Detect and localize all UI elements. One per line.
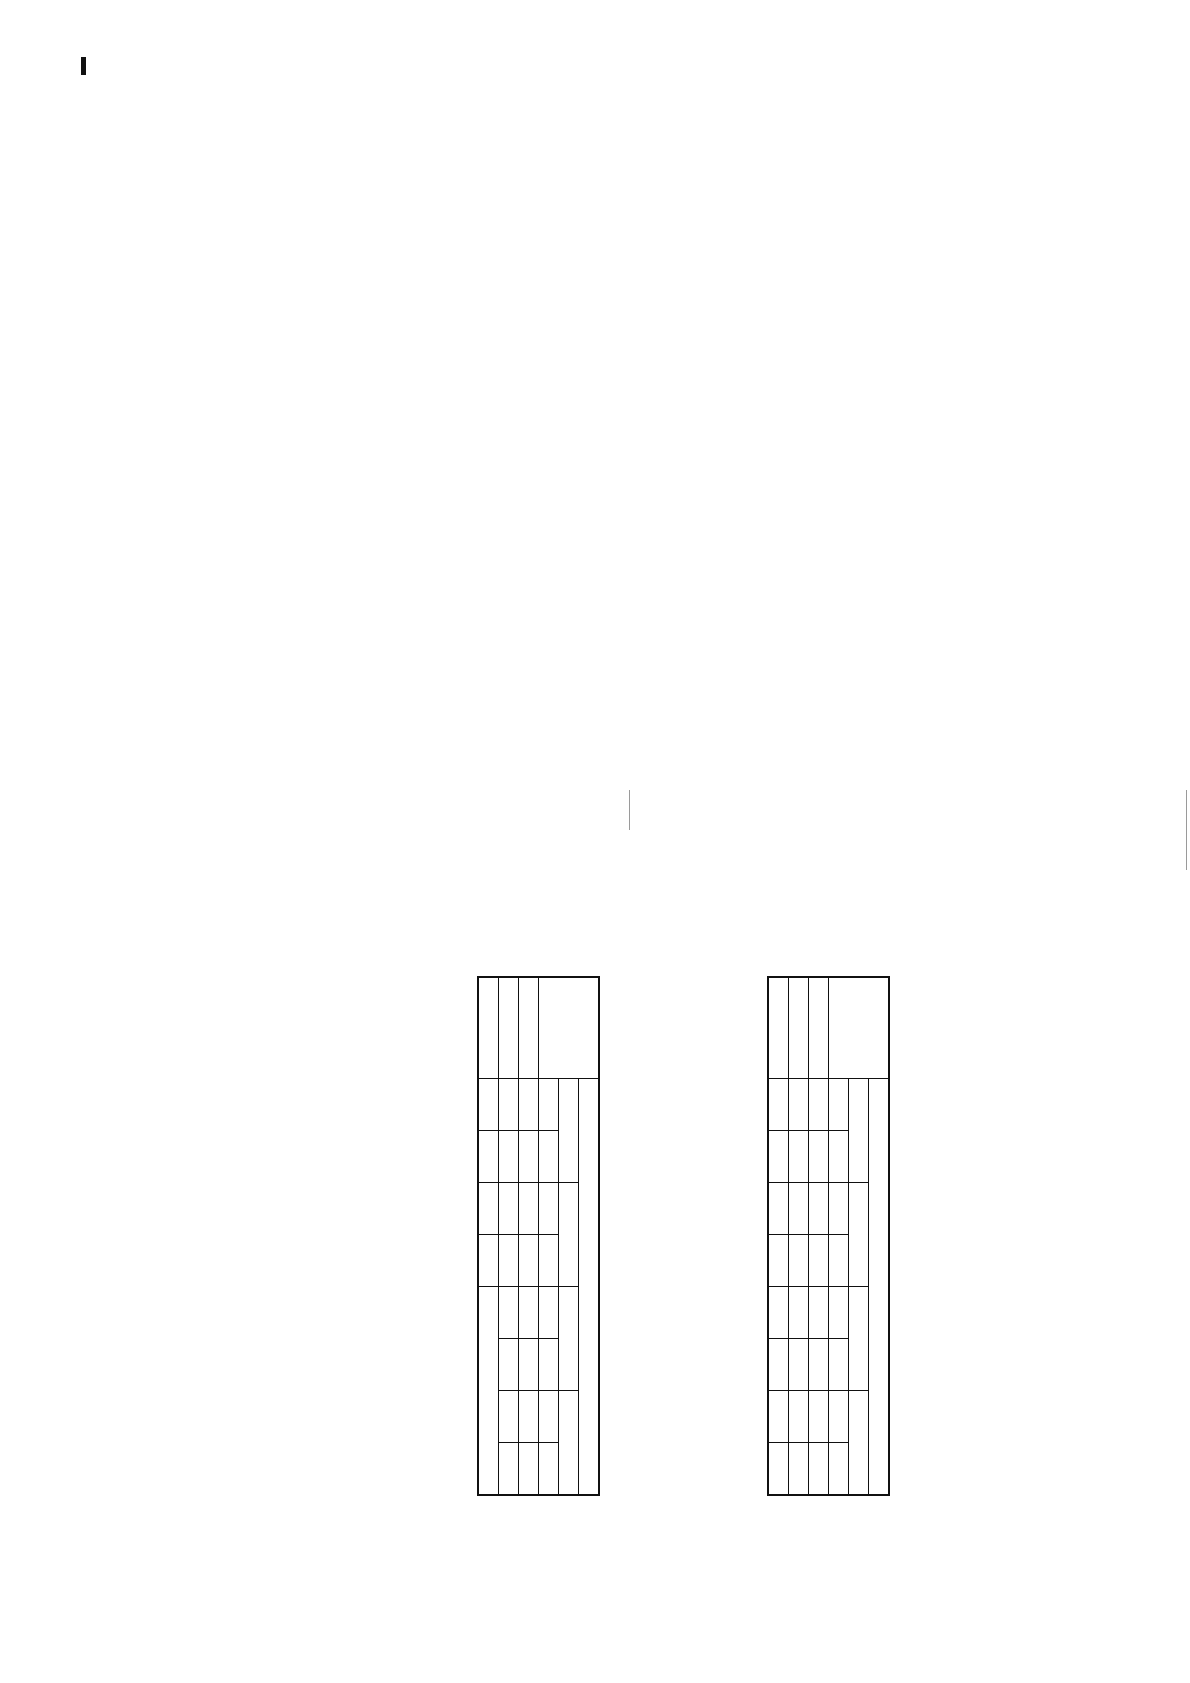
table-cell — [809, 1443, 829, 1496]
table-cell — [519, 1235, 539, 1287]
table-cell — [789, 1443, 809, 1496]
column-label — [829, 1079, 849, 1131]
table-cell — [499, 1235, 519, 1287]
table-cell — [478, 1079, 499, 1131]
table-row — [809, 977, 829, 1495]
table-cell — [519, 1287, 539, 1339]
column-label — [829, 1131, 849, 1183]
flap-setting-header — [829, 977, 890, 1079]
column-label — [539, 1287, 559, 1339]
table-cell — [768, 1391, 789, 1443]
column-label — [539, 1443, 559, 1496]
flap-value — [809, 977, 829, 1079]
bank-header — [579, 1079, 600, 1496]
table-cell — [809, 1391, 829, 1443]
table-cell — [768, 1235, 789, 1287]
column-label — [539, 1183, 559, 1235]
table-cell — [768, 1443, 789, 1496]
column-label — [829, 1235, 849, 1287]
table-cell — [519, 1443, 539, 1496]
bank-angle — [559, 1391, 579, 1496]
flap-value — [789, 977, 809, 1079]
table-cell — [499, 1391, 519, 1443]
bank-angle — [559, 1287, 579, 1391]
flap-value — [499, 977, 519, 1079]
table-cell — [499, 1079, 519, 1131]
table-cell — [478, 1183, 499, 1235]
table-cell — [499, 1183, 519, 1235]
bank-angle — [849, 1183, 869, 1287]
table-cell — [478, 1131, 499, 1183]
page-divider — [1186, 790, 1187, 870]
column-label — [539, 1391, 559, 1443]
bank-header — [869, 1079, 890, 1496]
table-cell — [768, 1131, 789, 1183]
table-cell — [519, 1079, 539, 1131]
table-cell — [789, 1287, 809, 1339]
table-cell — [768, 1287, 789, 1339]
flap-value — [519, 977, 539, 1079]
table-cell — [499, 1339, 519, 1391]
bank-angle — [849, 1287, 869, 1391]
column-label — [829, 1183, 849, 1235]
forward-stall-table — [477, 976, 600, 1496]
table-row — [768, 977, 789, 1495]
column-label — [539, 1339, 559, 1391]
table-cell — [789, 1391, 809, 1443]
table-cell — [478, 1235, 499, 1287]
table-cell — [789, 1079, 809, 1131]
flap-value — [478, 977, 499, 1079]
column-label — [829, 1443, 849, 1496]
left-page-tab-mark — [81, 57, 86, 75]
table-cell — [768, 1079, 789, 1131]
flap-value — [768, 977, 789, 1079]
temperature-chart — [430, 118, 1010, 678]
rearward-stall-table — [767, 976, 890, 1496]
table-cell — [768, 1339, 789, 1391]
table-cell — [519, 1339, 539, 1391]
column-label — [829, 1287, 849, 1339]
flap-setting-header — [539, 977, 600, 1079]
table-cell — [789, 1235, 809, 1287]
table-row — [789, 977, 809, 1495]
table-cell — [768, 1183, 789, 1235]
bank-angle — [559, 1079, 579, 1183]
table-cell — [499, 1131, 519, 1183]
column-label — [539, 1235, 559, 1287]
table-cell — [809, 1183, 829, 1235]
page-divider — [629, 790, 630, 830]
table-row — [499, 977, 519, 1495]
table-cell — [809, 1079, 829, 1131]
table-cell — [519, 1391, 539, 1443]
column-label — [829, 1339, 849, 1391]
table-cell — [809, 1339, 829, 1391]
table-cell — [499, 1443, 519, 1496]
column-label — [829, 1391, 849, 1443]
column-label — [539, 1079, 559, 1131]
bank-angle — [559, 1183, 579, 1287]
table-cell — [809, 1131, 829, 1183]
table-cell — [809, 1235, 829, 1287]
bank-angle — [849, 1079, 869, 1183]
table-cell — [519, 1183, 539, 1235]
table-cell — [789, 1339, 809, 1391]
table-cell — [499, 1287, 519, 1339]
column-label — [539, 1131, 559, 1183]
table-cell — [789, 1183, 809, 1235]
table-row — [519, 977, 539, 1495]
table-cell — [789, 1131, 809, 1183]
table-cell — [809, 1287, 829, 1339]
bank-angle — [849, 1391, 869, 1496]
table-cell — [519, 1131, 539, 1183]
table-row — [478, 977, 499, 1495]
